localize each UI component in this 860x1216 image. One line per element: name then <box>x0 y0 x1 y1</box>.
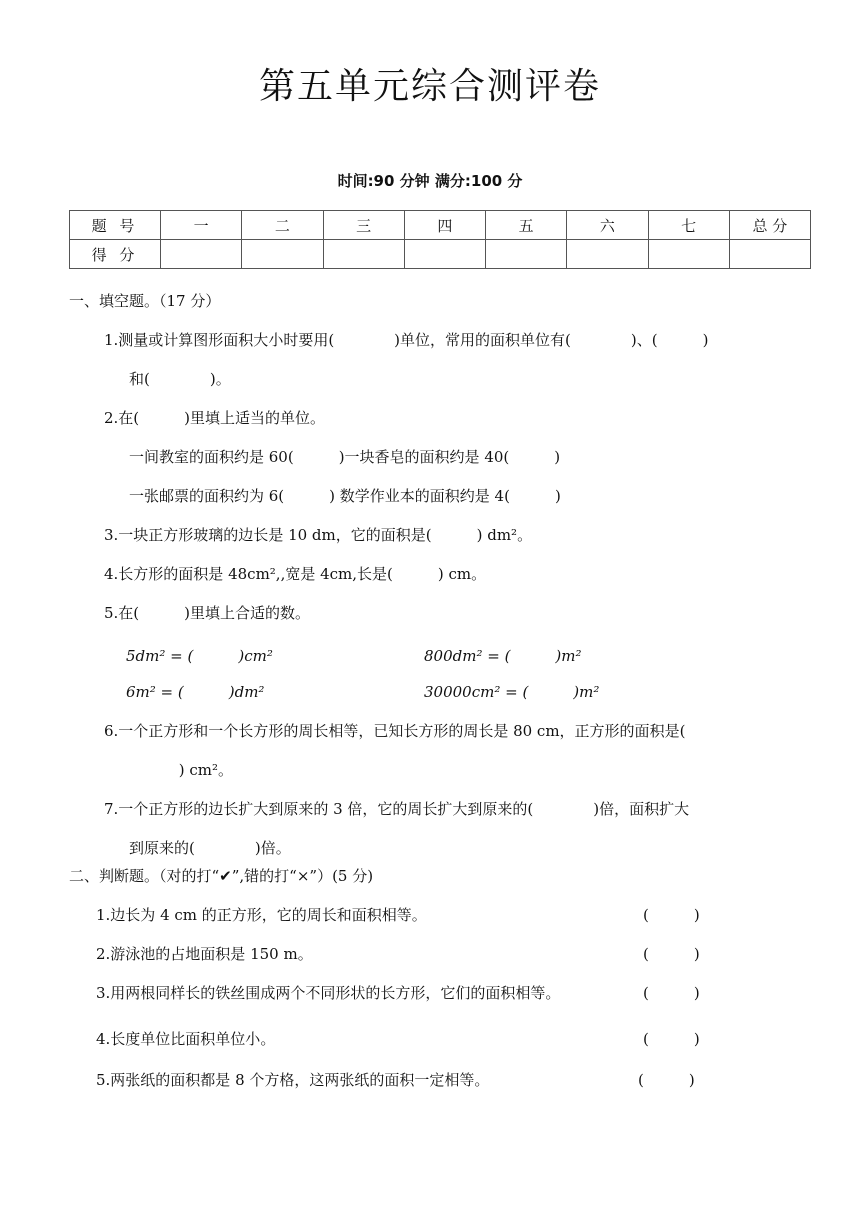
section-heading-fill-blank: 一、填空题。（17 分） <box>69 292 221 310</box>
question-1-line-1: 1.测量或计算图形面积大小时要用( )单位，常用的面积单位有( )、( ) <box>104 331 709 349</box>
score-input-cell[interactable] <box>161 240 242 269</box>
score-table-header-row <box>70 211 811 240</box>
question-3: 3.一块正方形玻璃的边长是 10 dm，它的面积是( ) dm²。 <box>104 526 533 544</box>
score-input-cell[interactable] <box>729 240 810 269</box>
score-table-cell: 六 <box>567 211 648 240</box>
score-table-cell: 四 <box>404 211 485 240</box>
score-table-cell: 题 号 <box>70 211 161 240</box>
score-input-cell[interactable] <box>404 240 485 269</box>
score-table-cell: 七 <box>648 211 729 240</box>
question-1-line-2: 和( )。 <box>129 370 231 388</box>
question-7-line-1: 7.一个正方形的边长扩大到原来的 3 倍，它的周长扩大到原来的( )倍，面积扩大 <box>104 800 690 818</box>
score-input-cell[interactable] <box>323 240 404 269</box>
question-5: 5.在( )里填上合适的数。 <box>104 604 311 622</box>
score-table-cell: 得 分 <box>70 240 161 269</box>
judge-answer-paren-1[interactable]: ( ) <box>643 906 700 924</box>
judge-item-4: 4.长度单位比面积单位小。 <box>96 1030 276 1048</box>
score-table-cell: 五 <box>486 211 567 240</box>
question-5-item-b: 800dm² = ( )m² <box>424 647 582 665</box>
score-input-cell[interactable] <box>486 240 567 269</box>
question-2-line-1: 2.在( )里填上适当的单位。 <box>104 409 326 427</box>
score-table-score-row <box>70 240 811 269</box>
score-input-cell[interactable] <box>242 240 323 269</box>
question-5-item-d: 30000cm² = ( )m² <box>424 683 600 701</box>
score-table-cell: 二 <box>242 211 323 240</box>
judge-answer-paren-2[interactable]: ( ) <box>643 945 700 963</box>
question-5-item-c: 6m² = ( )dm² <box>126 683 265 701</box>
judge-item-2: 2.游泳池的占地面积是 150 m。 <box>96 945 313 963</box>
judge-answer-paren-4[interactable]: ( ) <box>643 1030 700 1048</box>
exam-time-score: 时间:90 分钟 满分:100 分 <box>337 172 523 190</box>
question-2-line-3: 一张邮票的面积约为 6( ) 数学作业本的面积约是 4( ) <box>129 487 561 505</box>
question-7-line-2: 到原来的( )倍。 <box>129 839 291 857</box>
judge-item-1: 1.边长为 4 cm 的正方形，它的周长和面积相等。 <box>96 906 427 924</box>
question-6-line-2: ) cm²。 <box>129 761 234 779</box>
page-title: 第五单元综合测评卷 <box>258 66 601 107</box>
score-input-cell[interactable] <box>567 240 648 269</box>
judge-answer-paren-3[interactable]: ( ) <box>643 984 700 1002</box>
section-heading-true-false: 二、判断题。（对的打“✔”,错的打“×”）(5 分) <box>69 867 374 885</box>
question-4: 4.长方形的面积是 48cm²,,宽是 4cm,长是( ) cm。 <box>104 565 487 583</box>
judge-item-3: 3.用两根同样长的铁丝围成两个不同形状的长方形，它们的面积相等。 <box>96 984 561 1002</box>
question-6-line-1: 6.一个正方形和一个长方形的周长相等，已知长方形的周长是 80 cm，正方形的面积是( <box>104 722 686 740</box>
score-table-cell: 一 <box>161 211 242 240</box>
score-table <box>69 210 811 269</box>
score-input-cell[interactable] <box>648 240 729 269</box>
judge-answer-paren-5[interactable]: ( ) <box>638 1071 695 1089</box>
score-table-cell: 总 分 <box>729 211 810 240</box>
score-table-cell: 三 <box>323 211 404 240</box>
question-2-line-2: 一间教室的面积约是 60( )一块香皂的面积约是 40( ) <box>129 448 561 466</box>
question-5-item-a: 5dm² = ( )cm² <box>126 647 273 665</box>
judge-item-5: 5.两张纸的面积都是 8 个方格，这两张纸的面积一定相等。 <box>96 1071 490 1089</box>
